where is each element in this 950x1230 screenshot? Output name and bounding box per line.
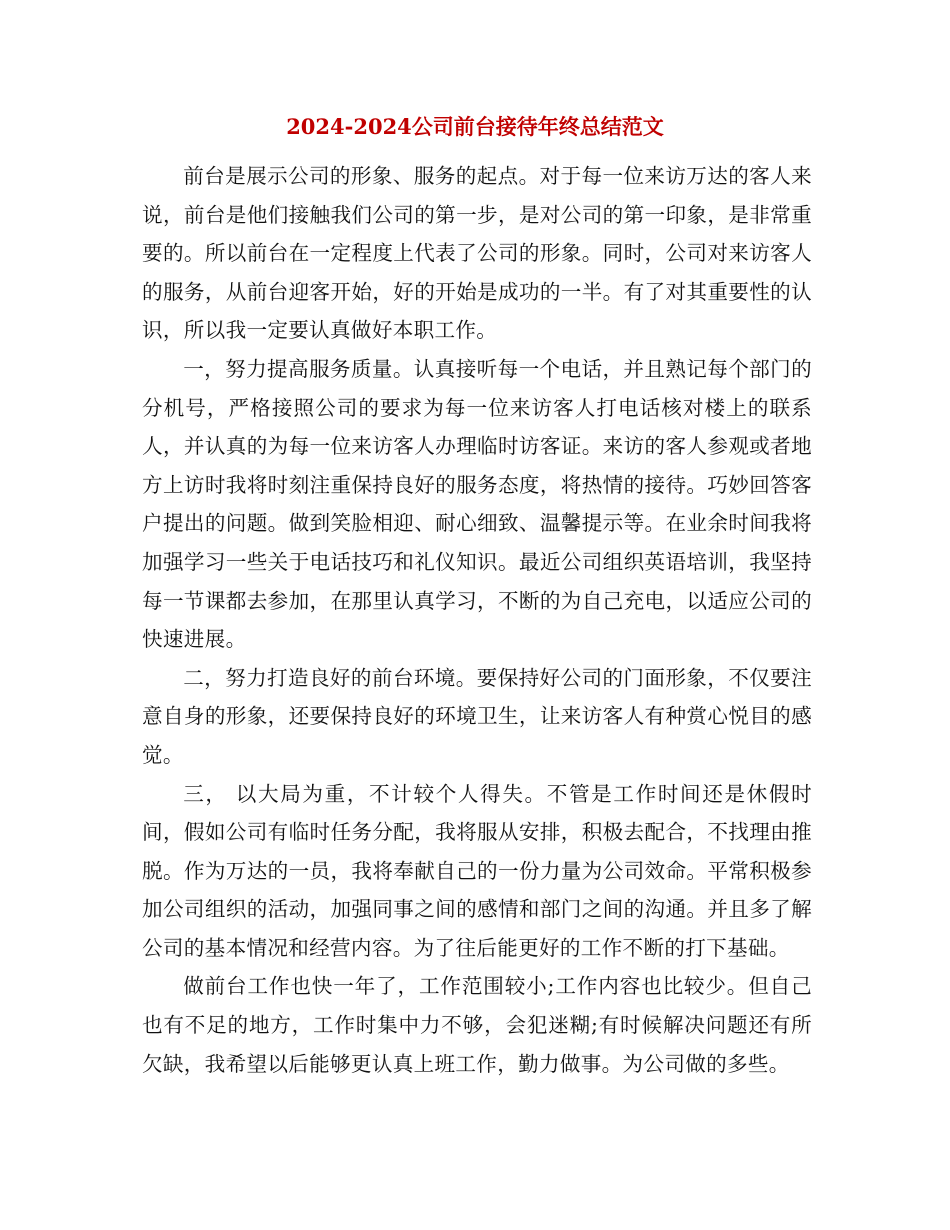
paragraph-big-picture: 三， 以大局为重，不计较个人得失。不管是工作时间还是休假时间，假如公司有临时任务分配，我将服从安排，积极去配合，不找理由推脱。作为万达的一员，我将奉献自己的一份力量为公司效命。平常积极参加公司组织的活动，加强同事之间的感情和部门之间的沟通。并且多了解公司的基本情况和经营内容。为了往后能更好的工作不断的打下基础。 — [142, 781, 812, 960]
paragraph-conclusion: 做前台工作也快一年了，工作范围较小;工作内容也比较少。但自己也有不足的地方，工作时集中力不够，会犯迷糊;有时候解决问题还有所欠缺，我希望以后能够更认真上班工作，勤力做事。为公司做的多些。 — [142, 974, 812, 1076]
document-title: 2024-2024公司前台接待年终总结范文 — [286, 114, 664, 139]
document-body — [142, 157, 812, 1083]
paragraph-environment: 二，努力打造良好的前台环境。要保持好公司的门面形象，不仅要注意自身的形象，还要保持良好的环境卫生，让来访客人有种赏心悦目的感觉。 — [142, 665, 812, 767]
paragraph-intro: 前台是展示公司的形象、服务的起点。对于每一位来访万达的客人来说，前台是他们接触我们公司的第一步，是对公司的第一印象，是非常重要的。所以前台在一定程度上代表了公司的形象。同时，公司对来访客人的服务，从前台迎客开始，好的开始是成功的一半。有了对其重要性的认识，所以我一定要认真做好本职工作。 — [142, 164, 812, 343]
paragraph-service-quality: 一，努力提高服务质量。认真接听每一个电话，并且熟记每个部门的分机号，严格接照公司的要求为每一位来访客人打电话核对楼上的联系人，并认真的为每一位来访客人办理临时访客证。来访的客人参观或者地方上访时我将时刻注重保持良好的服务态度，将热情的接待。巧妙回答客户提出的问题。做到笑脸相迎、耐心细致、温馨提示等。在业余时间我将加强学习一些关于电话技巧和礼仪知识。最近公司组织英语培训，我坚持每一节课都去参加，在那里认真学习，不断的为自己充电，以适应公司的快速进展。 — [142, 356, 812, 652]
